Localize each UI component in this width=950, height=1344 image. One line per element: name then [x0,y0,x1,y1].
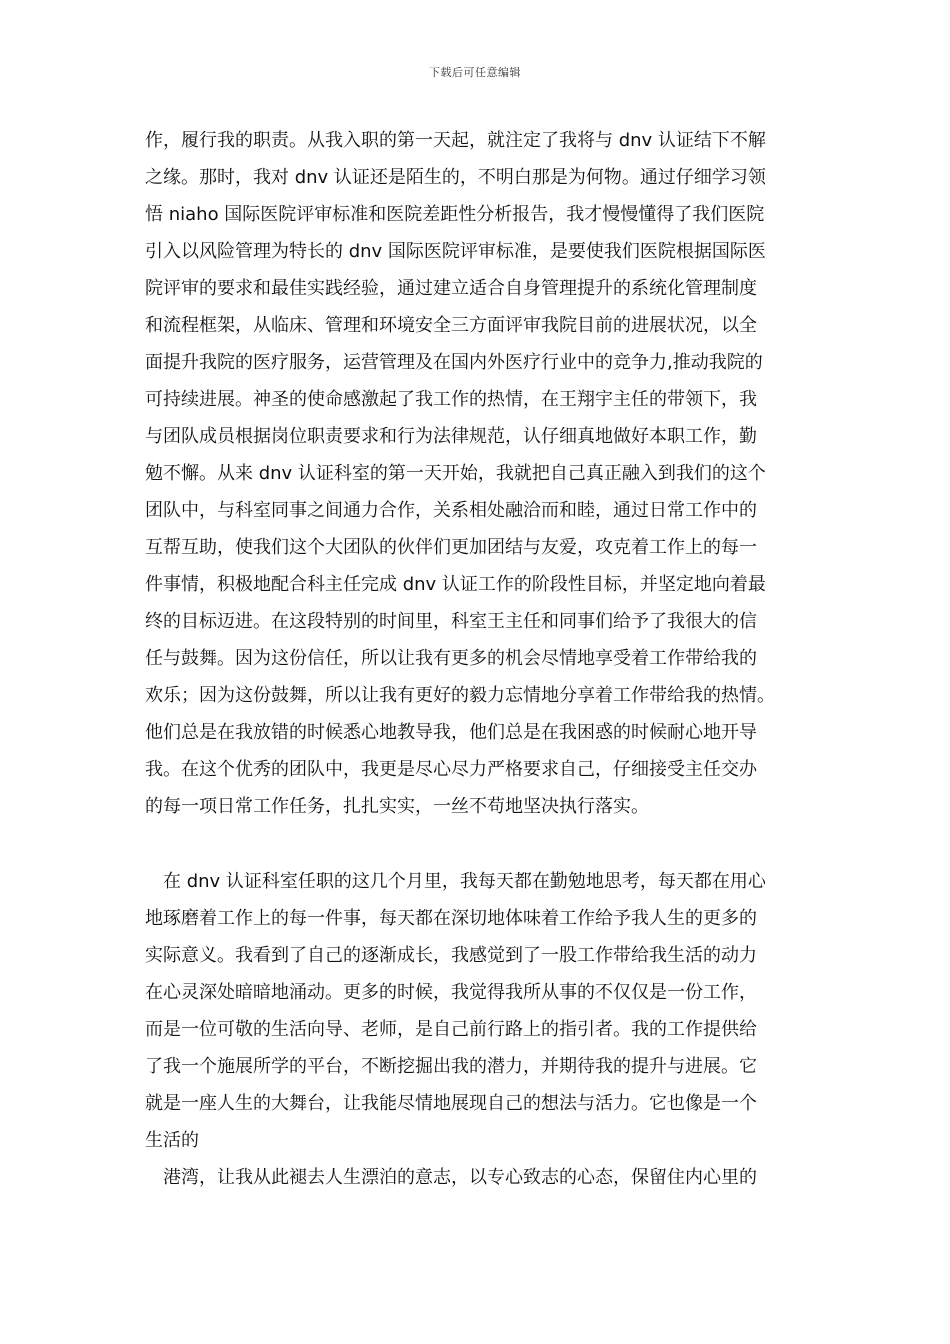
text-line: 实际意义。我看到了自己的逐渐成长，我感觉到了一股工作带给我生活的动力 [145,945,757,966]
paragraph-1 [145,122,825,825]
text-line: 引入以风险管理为特长的 dnv 国际医院评审标准，是要使我们医院根据国际医 [145,241,766,262]
text-line: 我。在这个优秀的团队中，我更是尽心尽力严格要求自己，仔细接受主任交办 [145,759,757,780]
text-line: 件事情，积极地配合科主任完成 dnv 认证工作的阶段性目标，并坚定地向着最 [145,574,766,595]
text-line: 与团队成员根据岗位职责要求和行为法律规范，认仔细真地做好本职工作，勤 [145,426,757,447]
text-line: 互帮互助，使我们这个大团队的伙伴们更加团结与友爱，攻克着工作上的每一 [145,537,757,558]
text-line: 任与鼓舞。因为这份信任，所以让我有更多的机会尽情地享受着工作带给我的 [145,648,757,669]
text-line: 欢乐；因为这份鼓舞，所以让我有更好的毅力忘情地分享着工作带给我的热情。 [145,685,775,706]
text-line: 而是一位可敬的生活向导、老师，是自己前行路上的指引者。我的工作提供给 [145,1019,757,1040]
text-line: 地琢磨着工作上的每一件事，每天都在深切地体味着工作给予我人生的更多的 [145,908,757,929]
text-line: 勉不懈。从来 dnv 认证科室的第一天开始，我就把自己真正融入到我们的这个 [145,463,766,484]
text-line: 面提升我院的医疗服务，运营管理及在国内外医疗行业中的竞争力,推动我院的 [145,352,763,373]
text-line: 的每一项日常工作任务，扎扎实实，一丝不苟地坚决执行落实。 [145,796,649,817]
paragraph-3 [145,1159,825,1196]
paragraph-2 [145,863,825,1159]
text-line: 在 dnv 认证科室任职的这几个月里，我每天都在勤勉地思考，每天都在用心 [163,871,766,892]
text-line: 作，履行我的职责。从我入职的第一天起，就注定了我将与 dnv 认证结下不解 [145,130,766,151]
text-line: 之缘。那时，我对 dnv 认证还是陌生的，不明白那是为何物。通过仔细学习领 [145,167,766,188]
text-line: 悟 niaho 国际医院评审标准和医院差距性分析报告，我才慢慢懂得了我们医院 [145,204,765,225]
text-line: 了我一个施展所学的平台，不断挖掘出我的潜力，并期待我的提升与进展。它 [145,1056,757,1077]
text-line: 他们总是在我放错的时候悉心地教导我，他们总是在我困惑的时候耐心地开导 [145,722,757,743]
text-line: 团队中，与科室同事之间通力合作，关系相处融洽而和睦，通过日常工作中的 [145,500,757,521]
text-line: 可持续进展。神圣的使命感激起了我工作的热情，在王翔宇主任的带领下，我 [145,389,757,410]
text-line: 生活的 [145,1130,199,1151]
text-line: 港湾，让我从此褪去人生漂泊的意志，以专心致志的心态，保留住内心里的 [163,1167,757,1188]
paragraph-spacer [145,825,825,863]
text-line: 终的目标迈进。在这段特别的时间里，科室王主任和同事们给予了我很大的信 [145,611,757,632]
text-line: 院评审的要求和最佳实践经验，通过建立适合自身管理提升的系统化管理制度 [145,278,757,299]
document-body [145,122,825,1196]
text-line: 在心灵深处暗暗地涌动。更多的时候，我觉得我所从事的不仅仅是一份工作， [145,982,757,1003]
text-line: 和流程框架，从临床、管理和环境安全三方面评审我院目前的进展状况，以全 [145,315,757,336]
text-line: 就是一座人生的大舞台，让我能尽情地展现自己的想法与活力。它也像是一个 [145,1093,757,1114]
page-header: 下载后可任意编辑 [429,66,521,79]
